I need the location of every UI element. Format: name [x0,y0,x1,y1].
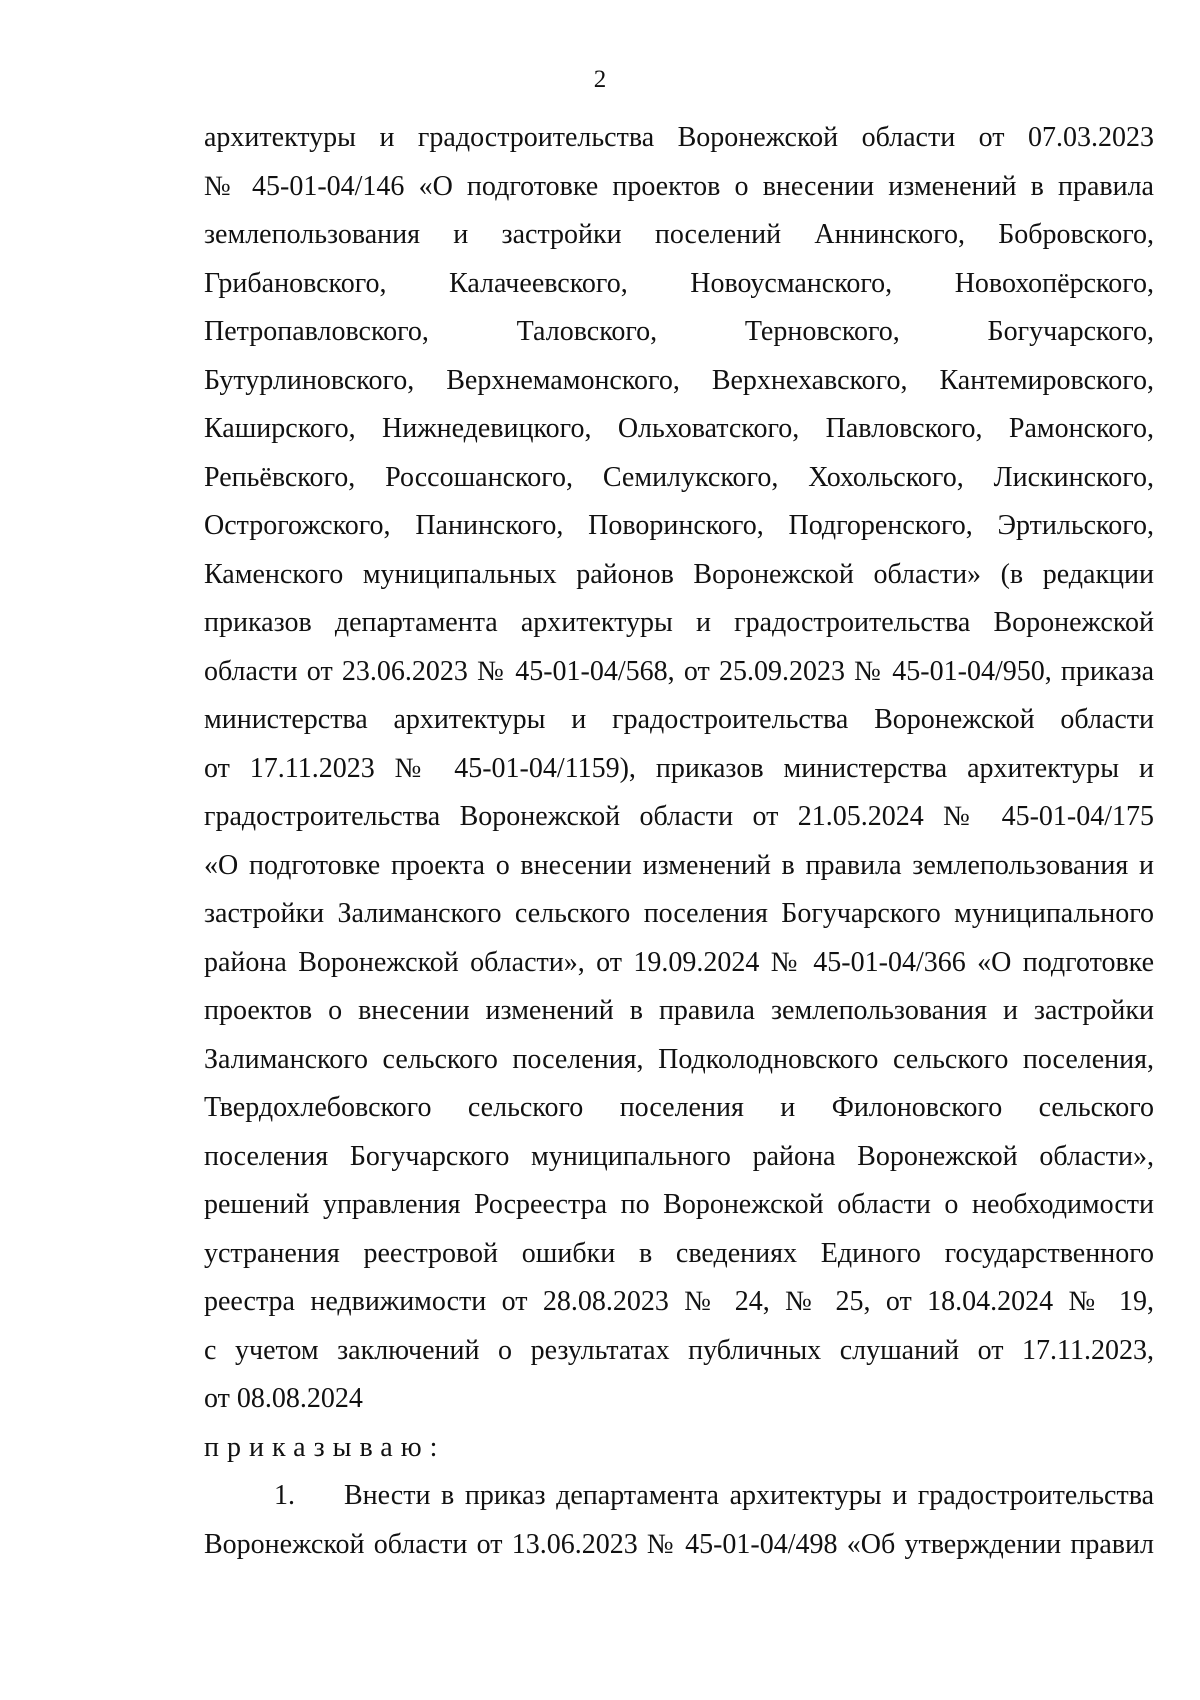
paragraph-line: реестра недвижимости от 28.08.2023 № 24, № 25, от 18.04.2024 № 19, [204,1286,1154,1317]
paragraph-line: с учетом заключений о результатах публичных слушаний от 17.11.2023, [204,1334,1154,1366]
item-second-line: Воронежской области от 13.06.2023 № 45-01-04/498 «Об утверждении правил [204,1528,1154,1560]
paragraph-line: Каширского, Нижнедевицкого, Ольховатского, Павловского, Рамонского, [204,413,1154,444]
item-number: 1. [274,1480,295,1511]
document-body [204,114,1154,1569]
paragraph-line: решений управления Росреестра по Воронежской области о необходимости [204,1189,1154,1220]
paragraph-line: № 45-01-04/146 «О подготовке проектов о внесении изменений в правила [204,170,1154,202]
paragraph-line: Репьёвского, Россошанского, Семилукского, Хохольского, Лискинского, [204,461,1154,493]
paragraph-line: градостроительства Воронежской области от 21.05.2024 № 45-01-04/175 [204,801,1154,832]
paragraph-line: застройки Залиманского сельского поселения Богучарского муниципального [204,898,1154,929]
order-word: приказываю: [204,1431,446,1463]
paragraph-line: архитектуры и градостроительства Воронежской области от 07.03.2023 [204,122,1154,153]
paragraph-line: Каменского муниципальных районов Воронежской области» (в редакции [204,558,1154,590]
paragraph-line: министерства архитектуры и градостроительства Воронежской области [204,704,1154,735]
item-first-line-text: Внести в приказ департамента архитектуры и градостроительства [344,1480,1154,1511]
main-paragraph [204,114,1154,1375]
paragraph-line: Залиманского сельского поселения, Подколодновского сельского поселения, [204,1043,1154,1075]
paragraph-line: Петропавловского, Таловского, Терновского, Богучарского, [204,316,1154,347]
paragraph-line: проектов о внесении изменений в правила землепользования и застройки [204,995,1154,1026]
paragraph-line: устранения реестровой ошибки в сведениях Единого государственного [204,1237,1154,1269]
paragraph-line: «О подготовке проекта о внесении изменений в правила землепользования и [204,849,1154,881]
paragraph-line: района Воронежской области», от 19.09.2024 № 45-01-04/366 «О подготовке [204,946,1154,978]
paragraph-line: Бутурлиновского, Верхнемамонского, Верхнехавского, Кантемировского, [204,364,1154,396]
paragraph-line: Твердохлебовского сельского поселения и Филоновского сельского [204,1092,1154,1123]
item-first-line [204,1472,1154,1521]
paragraph-last-line: от 08.08.2024 [204,1383,363,1414]
paragraph-line: Острогожского, Панинского, Поворинского, Подгоренского, Эртильского, [204,510,1154,541]
paragraph-line: поселения Богучарского муниципального района Воронежской области», [204,1140,1154,1172]
paragraph-line: от 17.11.2023 № 45-01-04/1159), приказов министерства архитектуры и [204,752,1154,784]
paragraph-line: приказов департамента архитектуры и градостроительства Воронежской [204,607,1154,638]
paragraph-line: области от 23.06.2023 № 45-01-04/568, от 25.09.2023 № 45-01-04/950, приказа [204,655,1154,687]
paragraph-line: Грибановского, Калачеевского, Новоусманского, Новохопёрского, [204,267,1154,299]
page-number: 2 [593,66,607,93]
paragraph-line: землепользования и застройки поселений Аннинского, Бобровского, [204,219,1154,250]
